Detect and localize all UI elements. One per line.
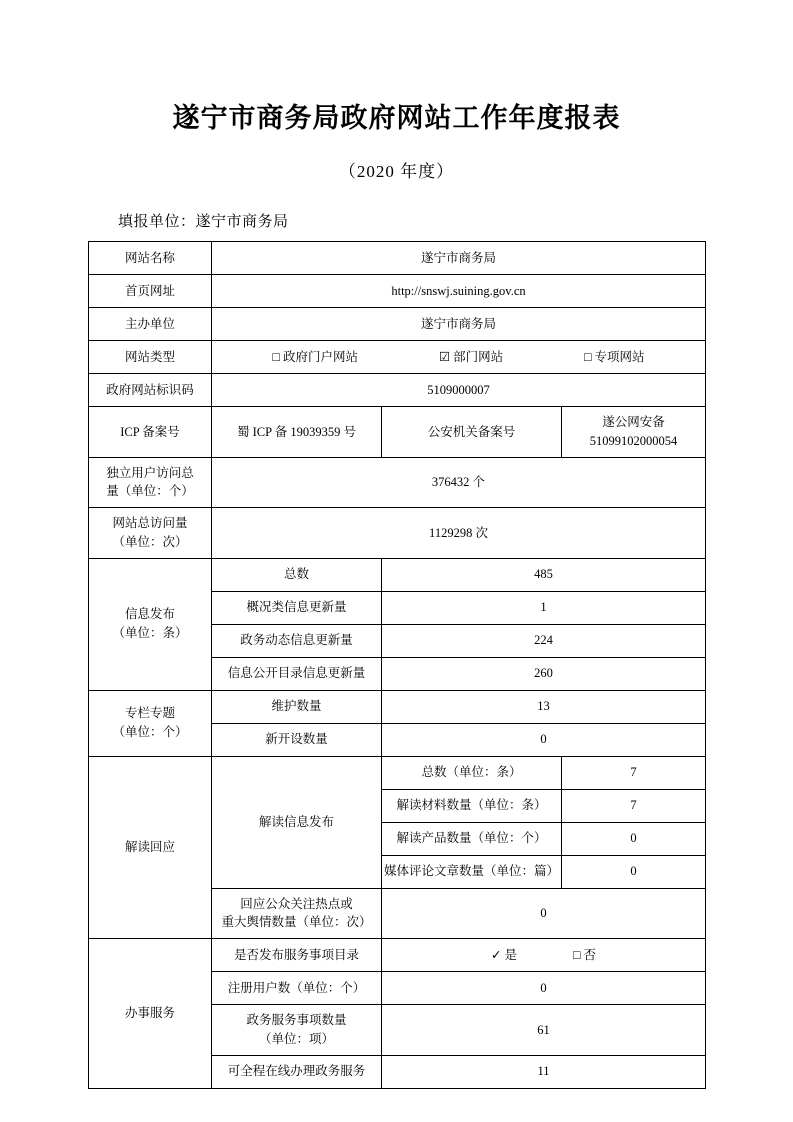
police-record-line2: 51099102000054 (589, 433, 678, 448)
column-topic-item-name: 维护数量 (212, 690, 382, 723)
service-catalog-option-no[interactable] (573, 946, 596, 964)
table-row (89, 308, 706, 341)
service-catalog-option-yes[interactable] (491, 946, 517, 964)
gov-site-code-value: 5109000007 (212, 374, 706, 407)
site-name-label: 网站名称 (89, 242, 212, 275)
gov-service-count-value: 61 (382, 1005, 706, 1056)
icp-value: 蜀 ICP 备 19039359 号 (212, 407, 382, 458)
response-label-line2: 重大舆情数量（单位：次） (221, 915, 372, 930)
interpretation-label: 解读回应 (89, 756, 212, 939)
table-row (89, 275, 706, 308)
table-row (89, 756, 706, 789)
interpretation-item-value: 0 (562, 855, 706, 888)
site-type-label: 网站类型 (89, 341, 212, 374)
unique-visitors-label-line1: 独立用户访问总 (106, 465, 194, 480)
info-release-item-name: 政务动态信息更新量 (212, 624, 382, 657)
table-row (89, 457, 706, 508)
site-type-option-department[interactable] (439, 348, 503, 366)
table-row (89, 407, 706, 458)
total-visits-value: 1129298 次 (212, 508, 706, 559)
info-release-label-line2: （单位：条） (112, 626, 188, 640)
info-release-item-name: 信息公开目录信息更新量 (212, 657, 382, 690)
response-value: 0 (382, 888, 706, 939)
table-row (89, 242, 706, 275)
option-label: 部门网站 (453, 349, 504, 364)
column-topic-label (89, 690, 212, 756)
table-row (89, 374, 706, 407)
police-record-value (562, 407, 706, 458)
unique-visitors-label-line2: 量（单位：个） (106, 484, 194, 499)
filler-unit-line: 填报单位：遂宁市商务局 (118, 214, 289, 230)
homepage-value: http://snswj.suining.gov.cn (212, 275, 706, 308)
interpretation-release-label: 解读信息发布 (212, 756, 382, 888)
police-record-line1: 遂公网安备 (602, 415, 665, 429)
interpretation-item-name: 解读产品数量（单位：个） (382, 822, 562, 855)
checkbox-empty-icon: □ (572, 947, 581, 962)
info-release-label (89, 558, 212, 690)
total-visits-label-line2: （单位：次） (112, 534, 188, 549)
interpretation-item-value: 7 (562, 789, 706, 822)
info-release-item-value: 224 (382, 624, 706, 657)
response-label (212, 888, 382, 939)
registered-users-label: 注册用户数（单位：个） (212, 972, 382, 1005)
interpretation-item-value: 7 (562, 756, 706, 789)
info-release-item-name: 概况类信息更新量 (212, 591, 382, 624)
online-service-value: 11 (382, 1055, 706, 1088)
gov-site-code-label: 政府网站标识码 (89, 374, 212, 407)
registered-users-value: 0 (382, 972, 706, 1005)
site-type-option-special[interactable] (584, 348, 645, 366)
checkbox-checked-icon: ☑ (438, 349, 451, 364)
table-row (89, 690, 706, 723)
service-catalog-options (382, 939, 706, 972)
gov-service-count-label-line1: 政务服务事项数量 (246, 1013, 347, 1027)
option-label: 专项网站 (594, 349, 645, 364)
column-topic-label-line1: 专栏专题 (124, 706, 175, 721)
check-mark-icon: ✓ (490, 947, 502, 962)
checkbox-empty-icon: □ (272, 349, 280, 364)
table-row (89, 508, 706, 559)
option-label: 否 (583, 947, 597, 962)
info-release-label-line1: 信息发布 (124, 607, 175, 622)
interpretation-item-value: 0 (562, 822, 706, 855)
interpretation-item-name: 媒体评论文章数量（单位：篇） (382, 855, 562, 888)
host-unit-label: 主办单位 (89, 308, 212, 341)
table-row (89, 939, 706, 972)
site-type-options (212, 341, 706, 374)
option-label: 是 (504, 947, 517, 962)
total-visits-label-line1: 网站总访问量 (112, 516, 188, 530)
site-name-value: 遂宁市商务局 (212, 242, 706, 275)
column-topic-item-name: 新开设数量 (212, 723, 382, 756)
table-row (89, 341, 706, 374)
info-release-item-value: 1 (382, 591, 706, 624)
column-topic-label-line2: （单位：个） (112, 725, 188, 739)
homepage-label: 首页网址 (89, 275, 212, 308)
page-title: 遂宁市商务局政府网站工作年度报表 (172, 103, 621, 134)
column-topic-item-value: 0 (382, 723, 706, 756)
response-label-line1: 回应公众关注热点或 (240, 896, 353, 911)
interpretation-item-name: 解读材料数量（单位：条） (382, 789, 562, 822)
info-release-item-value: 260 (382, 657, 706, 690)
host-unit-value: 遂宁市商务局 (212, 308, 706, 341)
site-type-option-portal[interactable] (272, 348, 358, 366)
police-record-label: 公安机关备案号 (382, 407, 562, 458)
option-label: 政府门户网站 (282, 349, 358, 364)
checkbox-empty-icon: □ (583, 349, 592, 364)
icp-label: ICP 备案号 (89, 407, 212, 458)
gov-service-count-label (212, 1005, 382, 1056)
interpretation-item-name: 总数（单位：条） (382, 756, 562, 789)
table-row (89, 558, 706, 591)
gov-service-count-label-line2: （单位：项） (258, 1031, 334, 1046)
service-label: 办事服务 (89, 939, 212, 1089)
info-release-item-name: 总数 (212, 558, 382, 591)
annual-report-table (88, 241, 706, 1089)
service-catalog-label: 是否发布服务事项目录 (212, 939, 382, 972)
page-subtitle: （2020 年度） (338, 162, 455, 181)
unique-visitors-value: 376432 个 (212, 457, 706, 508)
unique-visitors-label (89, 457, 212, 508)
column-topic-item-value: 13 (382, 690, 706, 723)
info-release-item-value: 485 (382, 558, 706, 591)
online-service-label: 可全程在线办理政务服务 (212, 1055, 382, 1088)
total-visits-label (89, 508, 212, 559)
